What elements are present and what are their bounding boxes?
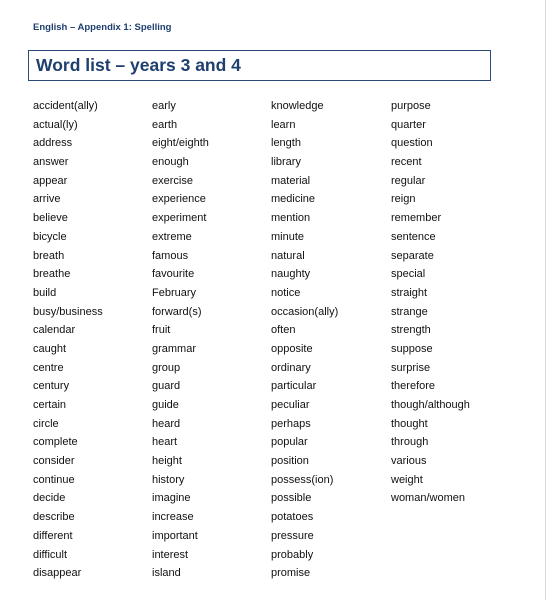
word-item: earth [152, 118, 178, 131]
word-item: increase [152, 511, 194, 524]
word-column-2 [152, 97, 270, 583]
word-item: early [152, 100, 176, 112]
word-item: library [271, 156, 301, 169]
word-item: enough [152, 156, 189, 169]
word-item: island [152, 567, 181, 580]
word-item: sentence [391, 230, 436, 243]
word-column-4 [391, 97, 509, 508]
word-item: thought [391, 417, 428, 430]
word-item: position [271, 455, 309, 468]
word-item: appear [33, 174, 68, 187]
word-item: learn [271, 118, 296, 131]
word-item: separate [391, 249, 434, 262]
word-item: grammar [152, 342, 197, 355]
word-item: possible [271, 492, 312, 505]
word-item: believe [33, 212, 68, 225]
word-item: potatoes [271, 511, 314, 524]
word-item: build [33, 286, 57, 299]
word-item: perhaps [271, 417, 311, 430]
word-item: bicycle [33, 230, 67, 243]
word-item: often [271, 324, 296, 337]
word-item: consider [33, 455, 75, 468]
word-item: group [152, 361, 181, 374]
word-item: continue [33, 473, 75, 486]
word-item: disappear [33, 567, 82, 580]
word-item: possess(ion) [271, 473, 334, 486]
word-item: certain [33, 399, 67, 411]
word-item: surprise [391, 361, 431, 374]
title-box [28, 50, 491, 81]
word-item: natural [271, 249, 305, 262]
word-item: notice [271, 286, 301, 299]
word-item: purpose [391, 100, 431, 112]
word-item: naughty [271, 268, 311, 281]
word-item: though/although [391, 399, 470, 411]
word-item: complete [33, 436, 78, 449]
word-item: important [152, 529, 198, 542]
word-item: guard [152, 380, 181, 393]
word-item: special [391, 268, 426, 281]
word-item: various [391, 455, 427, 468]
word-item: different [33, 529, 73, 542]
word-item: recent [391, 156, 422, 169]
word-item: exercise [152, 174, 193, 187]
word-item: length [271, 137, 301, 150]
word-item: extreme [152, 230, 192, 243]
word-item: breath [33, 249, 65, 262]
word-item: strength [391, 324, 431, 337]
word-item: difficult [33, 548, 68, 561]
word-item: regular [391, 174, 426, 187]
word-list [0, 97, 545, 592]
word-item: question [391, 137, 433, 150]
word-item: height [152, 455, 182, 468]
word-item: caught [33, 342, 67, 355]
word-item: decide [33, 492, 66, 505]
page-edge-rule [545, 0, 546, 600]
word-item: particular [271, 380, 317, 393]
word-item: mention [271, 212, 311, 225]
word-item: fruit [152, 324, 171, 337]
word-item: answer [33, 156, 69, 169]
word-item: medicine [271, 193, 316, 206]
word-item: material [271, 174, 311, 187]
word-item: breathe [33, 268, 71, 281]
word-item: therefore [391, 380, 436, 393]
word-item: minute [271, 230, 305, 243]
word-item: century [33, 380, 70, 393]
word-item: calendar [33, 324, 76, 337]
word-item: heard [152, 417, 181, 430]
word-item: strange [391, 305, 428, 318]
word-item: history [152, 473, 185, 486]
word-item: peculiar [271, 399, 310, 411]
word-item: ordinary [271, 361, 311, 374]
word-item: forward(s) [152, 305, 202, 318]
word-item: popular [271, 436, 308, 449]
word-item: interest [152, 548, 189, 561]
word-item: February [152, 286, 197, 299]
document-header: English – Appendix 1: Spelling [33, 22, 172, 33]
word-item: weight [391, 473, 423, 486]
word-item: describe [33, 511, 75, 524]
word-item: through [391, 436, 429, 449]
word-column-3 [271, 97, 389, 583]
word-item: eight/eighth [152, 137, 209, 150]
word-item: experiment [152, 212, 207, 225]
word-item: favourite [152, 268, 195, 281]
word-item: reign [391, 193, 416, 206]
word-item: actual(ly) [33, 118, 78, 131]
word-item: imagine [152, 492, 191, 505]
word-item: knowledge [271, 100, 324, 112]
word-item: quarter [391, 118, 426, 131]
word-item: suppose [391, 342, 433, 355]
word-item: busy/business [33, 305, 103, 318]
word-item: woman/women [391, 492, 465, 505]
word-item: probably [271, 548, 314, 561]
word-item: address [33, 137, 73, 150]
word-item: remember [391, 212, 442, 225]
word-item: promise [271, 567, 311, 580]
word-item: centre [33, 361, 64, 374]
word-item: straight [391, 286, 428, 299]
word-item: experience [152, 193, 206, 206]
word-item: occasion(ally) [271, 305, 339, 318]
page-title: Word list – years 3 and 4 [36, 55, 241, 75]
word-item: heart [152, 436, 178, 449]
word-item: pressure [271, 529, 314, 542]
word-column-1 [33, 97, 151, 583]
word-item: accident(ally) [33, 100, 98, 112]
word-item: guide [152, 399, 179, 411]
word-item: arrive [33, 193, 61, 206]
word-item: circle [33, 417, 59, 430]
word-item: opposite [271, 342, 313, 355]
word-item: famous [152, 249, 189, 262]
